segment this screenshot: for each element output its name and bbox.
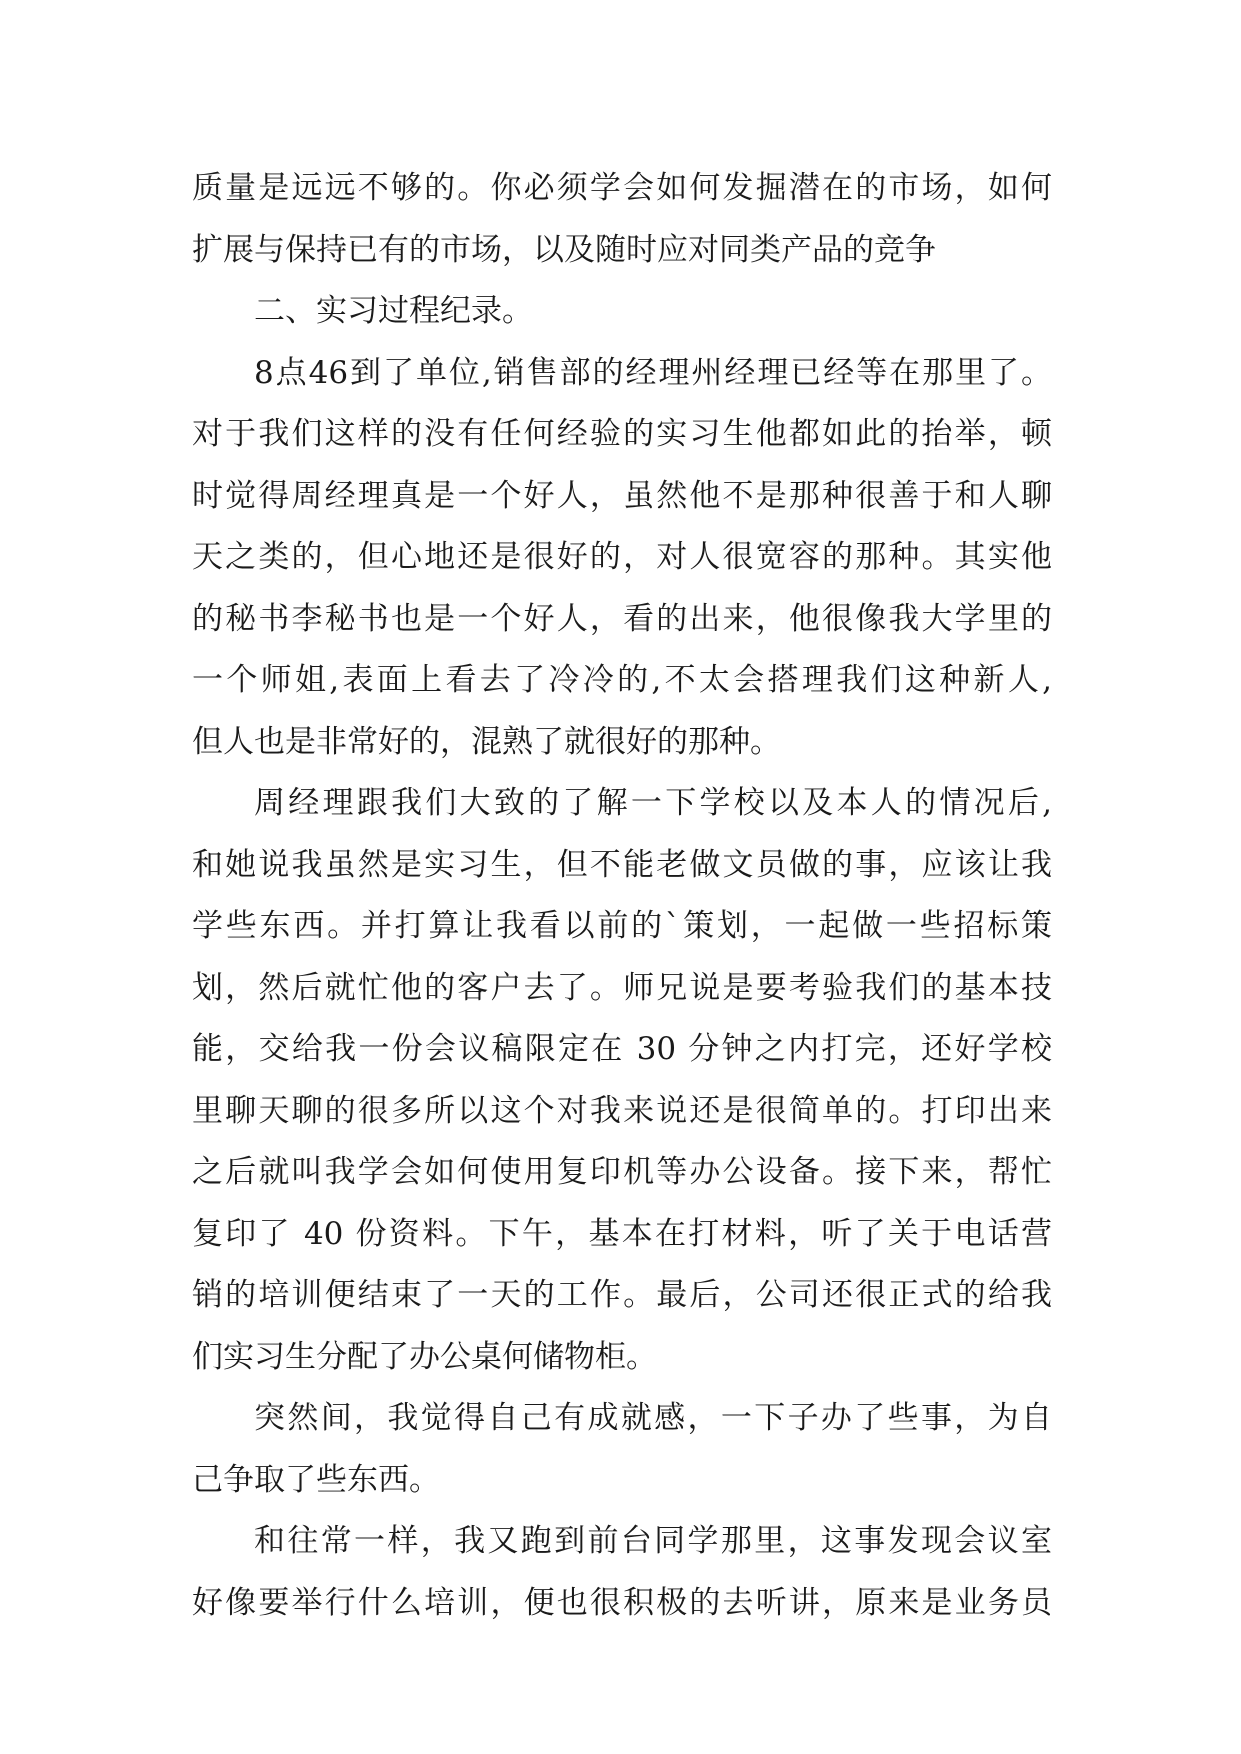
- text-line: 的秘书李秘书也是一个好人，看的出来，他很像我大学里的: [192, 600, 1052, 637]
- text-line: 己争取了些东西。: [192, 1461, 440, 1498]
- text-line: 质量是远远不够的。你必须学会如何发掘潜在的市场，如何: [192, 170, 1052, 206]
- text-line: 8点46到了单位,销售部的经理州经理已经等在那里了。: [254, 354, 1052, 391]
- text-line: 扩展与保持已有的市场，以及随时应对同类产品的竞争: [192, 231, 936, 268]
- document-body: [192, 158, 1052, 1634]
- text-line: 好像要举行什么培训，便也很积极的去听讲，原来是业务员: [192, 1584, 1052, 1621]
- text-line: 能，交给我一份会议稿限定在 30 分钟之内打完，还好学校: [192, 1031, 1052, 1067]
- text-line: 划，然后就忙他的客户去了。师兄说是要考验我们的基本技: [192, 969, 1052, 1006]
- text-line: 一个师姐,表面上看去了冷冷的,不太会搭理我们这种新人,: [192, 662, 1052, 698]
- text-line: 和往常一样，我又跑到前台同学那里，这事发现会议室: [254, 1523, 1052, 1559]
- text-line: 之后就叫我学会如何使用复印机等办公设备。接下来，帮忙: [192, 1154, 1052, 1190]
- text-line: 但人也是非常好的，混熟了就很好的那种。: [192, 723, 781, 760]
- text-line: 们实习生分配了办公桌何储物柜。: [192, 1338, 657, 1375]
- text-line: 销的培训便结束了一天的工作。最后，公司还很正式的给我: [192, 1277, 1052, 1313]
- text-line: 时觉得周经理真是一个好人，虽然他不是那种很善于和人聊: [192, 477, 1052, 514]
- text-line: 对于我们这样的没有任何经验的实习生他都如此的抬举，顿: [192, 416, 1052, 452]
- text-line: 周经理跟我们大致的了解一下学校以及本人的情况后,: [254, 785, 1052, 821]
- text-line: 复印了 40 份资料。下午，基本在打材料，听了关于电话营: [192, 1215, 1052, 1252]
- text-line: 里聊天聊的很多所以这个对我来说还是很简单的。打印出来: [192, 1092, 1052, 1129]
- text-line: 二、实习过程纪录。: [254, 293, 533, 329]
- text-line: 天之类的，但心地还是很好的，对人很宽容的那种。其实他: [192, 539, 1052, 575]
- text-line: 和她说我虽然是实习生，但不能老做文员做的事，应该让我: [192, 846, 1052, 883]
- text-line: 突然间，我觉得自己有成就感，一下子办了些事，为自: [254, 1400, 1052, 1436]
- text-line: 学些东西。并打算让我看以前的`策划，一起做一些招标策: [192, 908, 1052, 944]
